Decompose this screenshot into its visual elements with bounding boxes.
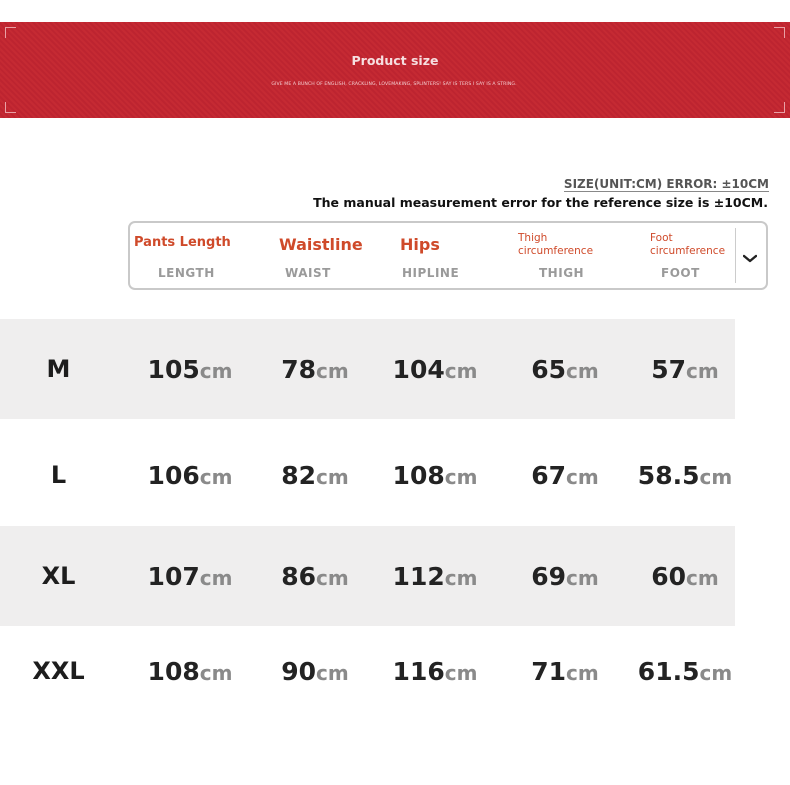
size-row-xxl: [0, 621, 735, 721]
size-unit-note: SIZE(UNIT:CM) ERROR: ±10CM: [563, 177, 769, 191]
header-foot: [650, 232, 726, 280]
waist-value: 86cm: [281, 562, 349, 591]
thigh-value: 67cm: [531, 461, 599, 490]
size-row-xl: [0, 526, 735, 626]
header-foot-label-line1: Foot: [650, 232, 673, 244]
banner-title: Product size: [351, 53, 439, 68]
header-pants-length: [134, 235, 231, 280]
header-thigh: [518, 232, 594, 280]
size-label: M: [46, 355, 71, 383]
header-hips-label: Hips: [400, 235, 440, 254]
size-label: L: [50, 461, 67, 489]
pants-length-value: 105cm: [147, 355, 233, 384]
header-foot-label-line2: circumference: [650, 245, 726, 257]
column-header-box: [128, 221, 768, 290]
header-waistline: [279, 235, 363, 280]
foot-value: 58.5cm: [637, 461, 733, 490]
header-waist-sub: WAIST: [285, 266, 331, 280]
header-pants-length-label: Pants Length: [134, 235, 231, 250]
banner-corner-bottom-left: [5, 102, 16, 113]
hips-value: 108cm: [392, 461, 478, 490]
waist-value: 78cm: [281, 355, 349, 384]
size-label: XXL: [32, 657, 85, 685]
header-thigh-sub: THIGH: [539, 266, 585, 280]
header-arrow-cell: [735, 228, 766, 283]
waist-value: 90cm: [281, 657, 349, 686]
header-hipline-sub: HIPLINE: [402, 266, 460, 280]
pants-length-value: 108cm: [147, 657, 233, 686]
foot-value: 61.5cm: [637, 657, 733, 686]
header-thigh-label-line1: Thigh: [518, 232, 548, 244]
chevron-down-icon: [743, 252, 757, 266]
size-label: XL: [41, 562, 76, 590]
header-waistline-label: Waistline: [279, 235, 363, 254]
banner-subtitle: GIVE ME A BUNCH OF ENGLISH, CRACKLING, LOVEMAKING, SPLINTERS! SAY IS TERS I SAY IS A STRING.: [271, 82, 517, 87]
header-foot-sub: FOOT: [661, 266, 700, 280]
measurement-error-note: The manual measurement error for the reference size is ±10CM.: [313, 195, 768, 210]
header-thigh-label-line2: circumference: [518, 245, 594, 257]
hips-value: 104cm: [392, 355, 478, 384]
pants-length-value: 106cm: [147, 461, 233, 490]
foot-value: 60cm: [651, 562, 719, 591]
banner-corner-top-right: [774, 27, 785, 38]
foot-value: 57cm: [651, 355, 719, 384]
product-size-banner: [0, 22, 790, 118]
size-row-m: [0, 319, 735, 419]
banner-corner-bottom-right: [774, 102, 785, 113]
header-hips: [400, 235, 460, 280]
waist-value: 82cm: [281, 461, 349, 490]
hips-value: 112cm: [392, 562, 478, 591]
thigh-value: 71cm: [531, 657, 599, 686]
banner-corner-top-left: [5, 27, 16, 38]
size-row-l: [0, 425, 735, 525]
thigh-value: 65cm: [531, 355, 599, 384]
thigh-value: 69cm: [531, 562, 599, 591]
header-length-sub: LENGTH: [158, 266, 215, 280]
pants-length-value: 107cm: [147, 562, 233, 591]
hips-value: 116cm: [392, 657, 478, 686]
